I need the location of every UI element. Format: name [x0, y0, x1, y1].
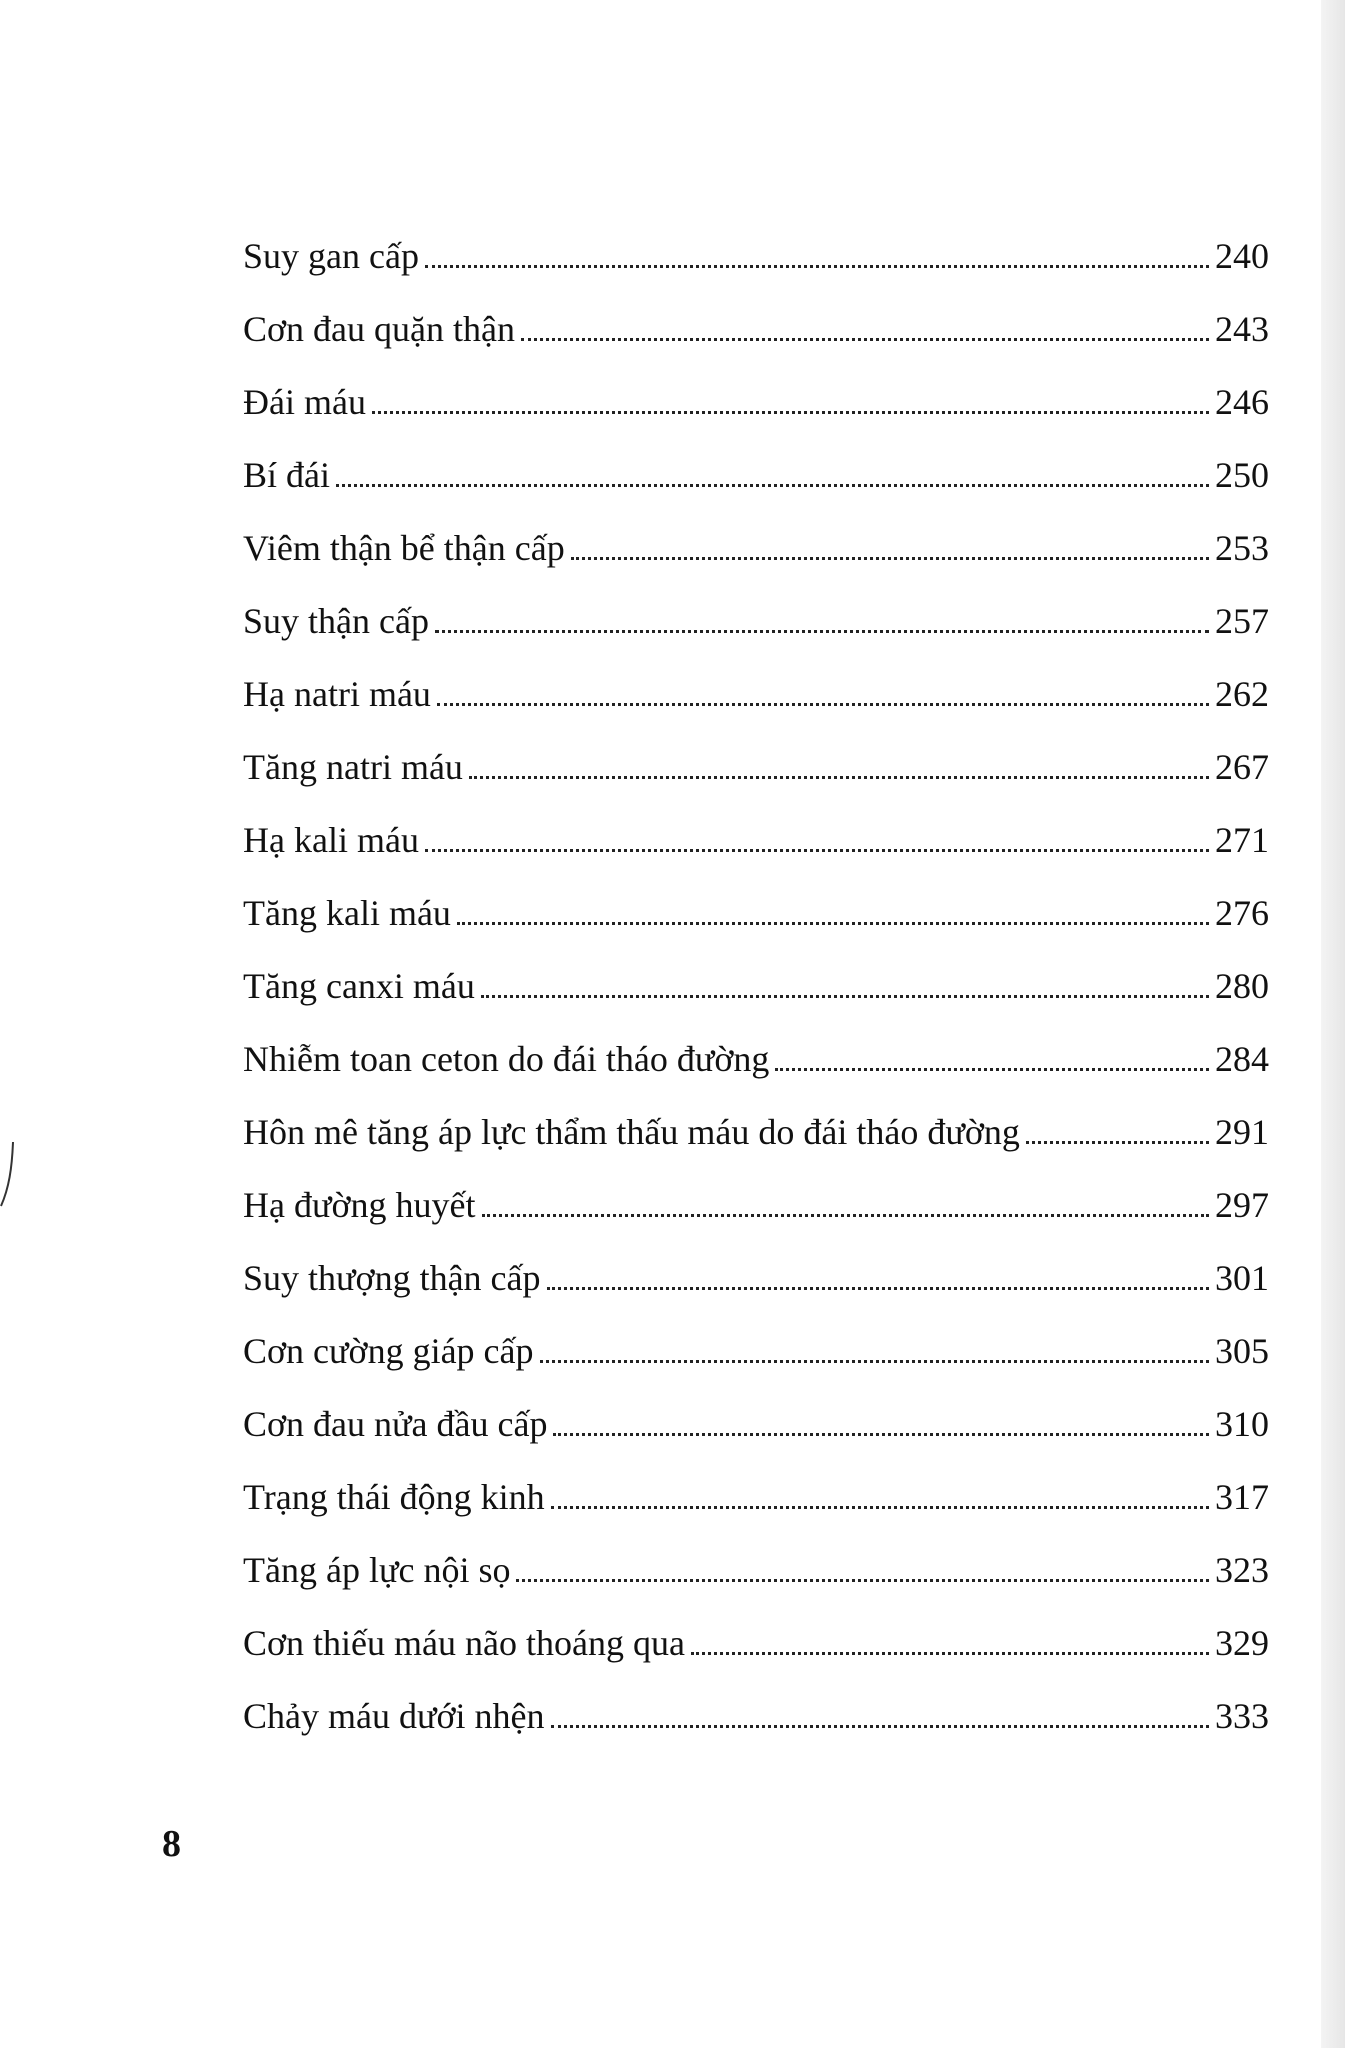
toc-entry-page: 284	[1215, 1039, 1269, 1079]
toc-entry-page: 246	[1215, 382, 1269, 422]
toc-entry	[243, 1607, 1269, 1680]
toc-entry	[243, 877, 1269, 950]
toc-entry	[243, 1169, 1269, 1242]
toc-entry-title: Hạ natri máu	[243, 674, 431, 714]
toc-entry	[243, 293, 1269, 366]
toc-dot-leader	[469, 776, 1209, 779]
toc-entry	[243, 1534, 1269, 1607]
toc-entry-page: 305	[1215, 1331, 1269, 1371]
toc-dot-leader	[482, 1214, 1209, 1217]
toc-entry-title: Cơn cường giáp cấp	[243, 1331, 534, 1371]
toc-entry-page: 276	[1215, 893, 1269, 933]
toc-entry-title: Hôn mê tăng áp lực thẩm thấu máu do đái tháo đường	[243, 1112, 1020, 1152]
toc-entry-title: Tăng áp lực nội sọ	[243, 1550, 511, 1590]
pen-stroke-mark	[0, 1140, 20, 1210]
toc-entry-title: Suy thận cấp	[243, 601, 429, 641]
toc-entry-page: 243	[1215, 309, 1269, 349]
toc-dot-leader	[372, 411, 1209, 414]
toc-dot-leader	[775, 1068, 1209, 1071]
toc-entry-page: 267	[1215, 747, 1269, 787]
toc-entry-page: 271	[1215, 820, 1269, 860]
toc-entry-title: Chảy máu dưới nhện	[243, 1696, 545, 1736]
toc-entry	[243, 1388, 1269, 1461]
toc-entry	[243, 220, 1269, 293]
toc-entry	[243, 366, 1269, 439]
toc-entry-page: 301	[1215, 1258, 1269, 1298]
toc-entry	[243, 1242, 1269, 1315]
toc-dot-leader	[691, 1652, 1209, 1655]
toc-entry	[243, 1680, 1269, 1753]
toc-entry-title: Hạ kali máu	[243, 820, 419, 860]
toc-entry-page: 333	[1215, 1696, 1269, 1736]
toc-entry-page: 317	[1215, 1477, 1269, 1517]
toc-dot-leader	[551, 1725, 1210, 1728]
toc-dot-leader	[571, 557, 1209, 560]
toc-dot-leader	[481, 995, 1209, 998]
toc-entry-page: 280	[1215, 966, 1269, 1006]
toc-entry-page: 323	[1215, 1550, 1269, 1590]
toc-entry-title: Suy thượng thận cấp	[243, 1258, 541, 1298]
toc-entry	[243, 1023, 1269, 1096]
toc-entry-page: 291	[1215, 1112, 1269, 1152]
toc-entry-title: Bí đái	[243, 455, 330, 495]
toc-dot-leader	[437, 703, 1209, 706]
toc-entry-title: Trạng thái động kinh	[243, 1477, 545, 1517]
toc-entry-page: 257	[1215, 601, 1269, 641]
toc-entry	[243, 439, 1269, 512]
page-number: 8	[162, 1823, 181, 1865]
toc-dot-leader	[551, 1506, 1209, 1509]
toc-entry-page: 329	[1215, 1623, 1269, 1663]
toc-entry	[243, 804, 1269, 877]
toc-entry-title: Viêm thận bể thận cấp	[243, 528, 565, 568]
toc-dot-leader	[435, 630, 1209, 633]
toc-dot-leader	[1026, 1141, 1209, 1144]
toc-entry-title: Tăng kali máu	[243, 893, 451, 933]
toc-entry-title: Tăng canxi máu	[243, 966, 475, 1006]
toc-entry	[243, 512, 1269, 585]
table-of-contents	[243, 220, 1269, 1753]
toc-dot-leader	[516, 1579, 1209, 1582]
toc-entry-title: Hạ đường huyết	[243, 1185, 476, 1225]
toc-entry-title: Nhiễm toan ceton do đái tháo đường	[243, 1039, 770, 1079]
toc-dot-leader	[547, 1287, 1209, 1290]
toc-entry-page: 240	[1215, 236, 1269, 276]
toc-entry-page: 250	[1215, 455, 1269, 495]
toc-entry	[243, 950, 1269, 1023]
toc-entry-page: 262	[1215, 674, 1269, 714]
toc-dot-leader	[521, 338, 1209, 341]
toc-entry-title: Cơn đau quặn thận	[243, 309, 515, 349]
toc-entry	[243, 585, 1269, 658]
toc-dot-leader	[336, 484, 1209, 487]
toc-entry-title: Cơn thiếu máu não thoáng qua	[243, 1623, 685, 1663]
toc-entry-title: Cơn đau nửa đầu cấp	[243, 1404, 548, 1444]
toc-entry	[243, 1461, 1269, 1534]
toc-entry-page: 310	[1215, 1404, 1269, 1444]
toc-dot-leader	[457, 922, 1209, 925]
toc-entry	[243, 1315, 1269, 1388]
toc-entry-title: Đái máu	[243, 382, 366, 422]
toc-dot-leader	[425, 849, 1209, 852]
toc-entry	[243, 731, 1269, 804]
toc-entry-page: 253	[1215, 528, 1269, 568]
toc-dot-leader	[540, 1360, 1209, 1363]
toc-entry	[243, 658, 1269, 731]
toc-entry-title: Tăng natri máu	[243, 747, 463, 787]
toc-dot-leader	[553, 1433, 1209, 1436]
page-edge-shadow	[1321, 0, 1345, 2048]
toc-entry-page: 297	[1215, 1185, 1269, 1225]
toc-entry	[243, 1096, 1269, 1169]
toc-entry-title: Suy gan cấp	[243, 236, 419, 276]
toc-dot-leader	[425, 265, 1209, 268]
